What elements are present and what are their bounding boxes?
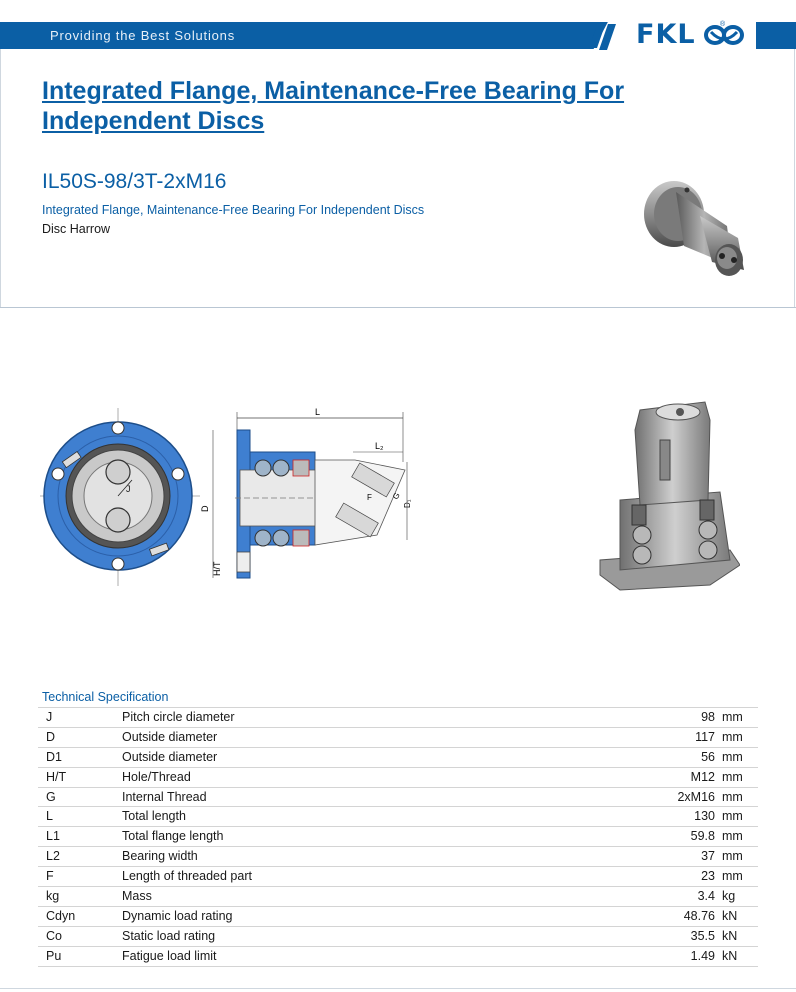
spec-name: Fatigue load limit: [122, 948, 217, 963]
spec-unit: kg: [722, 889, 736, 904]
spec-symbol: G: [46, 789, 56, 804]
product-category: Disc Harrow: [42, 222, 111, 236]
spec-unit: mm: [722, 829, 743, 844]
spec-row: [38, 867, 758, 887]
header-separator: [0, 307, 796, 308]
spec-unit: mm: [722, 869, 743, 884]
spec-symbol: L: [46, 809, 53, 824]
spec-value: 23: [701, 869, 715, 884]
spec-symbol: Cdyn: [46, 908, 76, 923]
spec-value: 3.4: [697, 889, 715, 904]
spec-symbol: L2: [46, 849, 60, 864]
cutaway-3d-drawing: [580, 400, 740, 595]
spec-symbol: kg: [46, 889, 60, 904]
spec-name: Hole/Thread: [122, 769, 191, 784]
spec-value: 48.76: [683, 908, 715, 923]
spec-symbol: D: [46, 729, 56, 744]
spec-name: Dynamic load rating: [122, 908, 233, 923]
spec-symbol: D1: [46, 749, 62, 764]
spec-unit: mm: [722, 749, 743, 764]
label-f: F: [367, 493, 372, 502]
spec-row: [38, 768, 758, 788]
spec-value: 1.49: [690, 948, 715, 963]
spec-row: [38, 728, 758, 748]
spec-row: [38, 827, 758, 847]
spec-row: [38, 807, 758, 827]
spec-name: Internal Thread: [122, 789, 207, 804]
spec-unit: kN: [722, 948, 738, 963]
logo-registered-mark: ®: [720, 21, 726, 28]
spec-symbol: H/T: [46, 769, 67, 784]
spec-name: Pitch circle diameter: [122, 710, 235, 724]
spec-name: Length of threaded part: [122, 869, 252, 884]
spec-unit: mm: [722, 769, 743, 784]
spec-symbol: L1: [46, 829, 60, 844]
page-border-left: [0, 22, 1, 307]
product-thumbnail-image: [632, 176, 760, 282]
brand-logo[interactable]: [592, 18, 756, 52]
spec-table: [38, 707, 758, 967]
header-tagline: Providing the Best Solutions: [50, 28, 235, 43]
spec-value: 117: [695, 729, 715, 744]
spec-value: 2xM16: [677, 789, 715, 804]
spec-symbol: Co: [46, 928, 62, 943]
spec-unit: kN: [722, 928, 738, 943]
spec-unit: mm: [722, 849, 743, 864]
spec-value: 59.8: [690, 829, 715, 844]
spec-name: Bearing width: [122, 849, 198, 864]
spec-row: [38, 847, 758, 867]
spec-unit: mm: [722, 809, 743, 824]
page-border-right: [794, 22, 795, 307]
spec-row: [38, 707, 758, 728]
spec-title: Technical Specification: [42, 690, 169, 704]
section-view-drawing: [195, 400, 430, 585]
spec-row: [38, 788, 758, 808]
spec-value: 56: [701, 749, 715, 764]
spec-unit: mm: [722, 710, 743, 724]
label-d: D: [200, 505, 210, 512]
label-g: G: [390, 491, 402, 501]
label-l2: L₂: [375, 441, 384, 451]
spec-symbol: F: [46, 869, 54, 884]
page-title[interactable]: Integrated Flange, Maintenance-Free Bearing For Independent Discs: [42, 77, 625, 135]
spec-symbol: Pu: [46, 948, 62, 963]
product-code: IL50S-98/3T-2xM16: [42, 170, 227, 193]
spec-row: [38, 907, 758, 927]
page-bottom-line: [0, 988, 796, 989]
spec-value: 130: [694, 809, 715, 824]
spec-value: 35.5: [690, 928, 715, 943]
product-subtitle: Integrated Flange, Maintenance-Free Bearing For Independent Discs: [42, 203, 425, 217]
spec-unit: mm: [722, 789, 743, 804]
spec-unit: kN: [722, 908, 738, 923]
spec-row: [38, 748, 758, 768]
spec-symbol: J: [46, 710, 53, 724]
spec-value: 37: [701, 849, 715, 864]
spec-name: Static load rating: [122, 928, 216, 943]
label-j: J: [126, 484, 131, 494]
label-l: L: [315, 407, 321, 417]
spec-unit: mm: [722, 729, 743, 744]
spec-row: [38, 947, 758, 967]
spec-name: Outside diameter: [122, 729, 218, 744]
spec-name: Total flange length: [122, 829, 224, 844]
front-view-drawing: [40, 408, 200, 586]
spec-name: Total length: [122, 809, 186, 824]
logo-text: FKL: [636, 19, 696, 50]
spec-value: 98: [701, 710, 715, 724]
label-ht: H/T: [212, 561, 222, 576]
spec-row: [38, 887, 758, 907]
spec-name: Outside diameter: [122, 749, 218, 764]
spec-row: [38, 927, 758, 947]
spec-value: M12: [690, 769, 715, 784]
label-d1: D₁: [403, 499, 412, 508]
spec-name: Mass: [122, 889, 152, 904]
